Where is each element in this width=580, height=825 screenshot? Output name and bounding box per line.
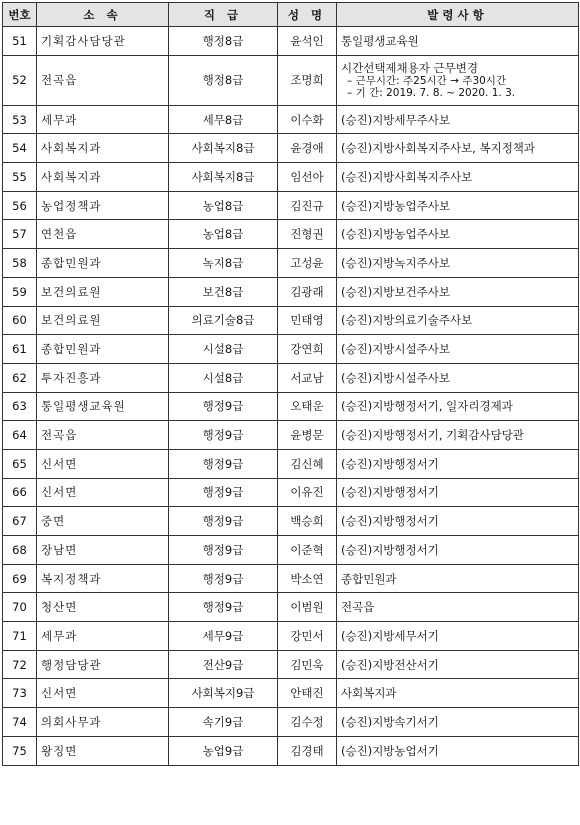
row-dept <box>37 536 169 565</box>
table-row <box>3 220 579 249</box>
row-dept-text: 종합민원과 <box>41 342 102 357</box>
row-notice: 종합민원과 <box>337 564 579 593</box>
row-dept-text: 세무과 <box>41 112 78 127</box>
row-num: 61 <box>3 335 37 364</box>
row-dept <box>37 622 169 651</box>
row-dept <box>37 163 169 192</box>
row-grade: 세무8급 <box>169 105 278 134</box>
row-grade: 전산9급 <box>169 650 278 679</box>
row-name: 오태운 <box>278 392 337 421</box>
row-num: 64 <box>3 421 37 450</box>
row-dept-text: 보건의료원 <box>41 284 102 299</box>
row-name: 강민서 <box>278 622 337 651</box>
row-grade: 세무9급 <box>169 622 278 651</box>
row-grade: 행정9급 <box>169 392 278 421</box>
row-num: 52 <box>3 55 37 105</box>
row-dept <box>37 392 169 421</box>
row-grade: 행정9급 <box>169 421 278 450</box>
row-num: 53 <box>3 105 37 134</box>
row-dept-text: 종합민원과 <box>41 255 102 270</box>
row-num: 60 <box>3 306 37 335</box>
row-name: 민태영 <box>278 306 337 335</box>
row-grade: 농업8급 <box>169 220 278 249</box>
table-row <box>3 55 579 105</box>
row-dept <box>37 27 169 56</box>
row-notice: (승진)지방전산서기 <box>337 650 579 679</box>
row-notice: (승진)지방행정서기 <box>337 478 579 507</box>
row-grade: 속기9급 <box>169 708 278 737</box>
row-notice: 통일평생교육원 <box>337 27 579 56</box>
row-num: 70 <box>3 593 37 622</box>
row-num: 69 <box>3 564 37 593</box>
table-row <box>3 191 579 220</box>
header-notice: 발령사항 <box>337 3 579 27</box>
row-dept-text: 행정담당관 <box>41 657 102 672</box>
row-dept-text: 장남면 <box>41 542 78 557</box>
table-row <box>3 564 579 593</box>
row-name: 백승희 <box>278 507 337 536</box>
row-notice: (승진)지방보건주사보 <box>337 277 579 306</box>
row-grade: 사회복지8급 <box>169 134 278 163</box>
row-notice: (승진)지방시설주사보 <box>337 363 579 392</box>
row-dept <box>37 249 169 278</box>
row-num: 55 <box>3 163 37 192</box>
row-name: 이유진 <box>278 478 337 507</box>
row-notice: (승진)지방속기서기 <box>337 708 579 737</box>
row-dept <box>37 191 169 220</box>
row-num: 56 <box>3 191 37 220</box>
table-row <box>3 277 579 306</box>
row-notice: (승진)지방녹지주사보 <box>337 249 579 278</box>
row-dept-text: 신서면 <box>41 485 78 500</box>
row-grade: 의료기술8급 <box>169 306 278 335</box>
row-dept-text: 기획감사담당관 <box>41 33 126 48</box>
table-row <box>3 363 579 392</box>
row-notice: (승진)지방시설주사보 <box>337 335 579 364</box>
row-grade: 녹지8급 <box>169 249 278 278</box>
row-dept-text: 복지정책과 <box>41 571 102 586</box>
row-num: 59 <box>3 277 37 306</box>
row-grade: 사회복지9급 <box>169 679 278 708</box>
table-row <box>3 306 579 335</box>
row-grade: 행정9급 <box>169 449 278 478</box>
row-dept-text: 전곡읍 <box>41 428 78 443</box>
row-name: 김광래 <box>278 277 337 306</box>
row-grade: 행정9급 <box>169 478 278 507</box>
notice-main: 시간선택제채용자 근무변경 <box>341 61 478 76</box>
row-name: 윤경애 <box>278 134 337 163</box>
row-notice: (승진)지방사회복지주사보, 복지정책과 <box>337 134 579 163</box>
row-dept <box>37 220 169 249</box>
row-notice: (승진)지방세무서기 <box>337 622 579 651</box>
row-name: 윤병문 <box>278 421 337 450</box>
row-notice: (승진)지방행정서기 <box>337 536 579 565</box>
row-notice: (승진)지방행정서기 <box>337 449 579 478</box>
table-row <box>3 449 579 478</box>
row-name: 안태진 <box>278 679 337 708</box>
row-dept <box>37 507 169 536</box>
row-num: 58 <box>3 249 37 278</box>
row-dept <box>37 134 169 163</box>
row-name: 박소연 <box>278 564 337 593</box>
notice-detail-hours: – 근무시간: 주25시간 → 주30시간 <box>347 75 507 88</box>
row-grade: 시설8급 <box>169 363 278 392</box>
header-name: 성 명 <box>278 3 337 27</box>
row-grade: 행정9급 <box>169 536 278 565</box>
row-name: 김민욱 <box>278 650 337 679</box>
row-dept-text: 연천읍 <box>41 227 78 242</box>
table-header-row <box>3 3 579 27</box>
row-num: 63 <box>3 392 37 421</box>
row-notice: (승진)지방세무주사보 <box>337 105 579 134</box>
row-grade: 행정9급 <box>169 507 278 536</box>
row-name: 임선아 <box>278 163 337 192</box>
row-grade: 농업8급 <box>169 191 278 220</box>
row-dept-text: 중면 <box>41 514 66 529</box>
row-num: 51 <box>3 27 37 56</box>
row-dept-text: 농업정책과 <box>41 198 102 213</box>
row-dept <box>37 55 169 105</box>
row-dept <box>37 679 169 708</box>
row-grade: 행정9급 <box>169 564 278 593</box>
row-num: 65 <box>3 449 37 478</box>
row-dept <box>37 708 169 737</box>
row-name: 고성윤 <box>278 249 337 278</box>
row-dept <box>37 736 169 765</box>
row-grade: 행정8급 <box>169 27 278 56</box>
header-dept: 소 속 <box>37 3 169 27</box>
row-num: 57 <box>3 220 37 249</box>
personnel-table-container <box>2 2 578 766</box>
row-dept <box>37 363 169 392</box>
row-num: 67 <box>3 507 37 536</box>
row-num: 62 <box>3 363 37 392</box>
row-num: 75 <box>3 736 37 765</box>
row-notice: (승진)지방의료기술주사보 <box>337 306 579 335</box>
row-name: 김신혜 <box>278 449 337 478</box>
table-row <box>3 335 579 364</box>
row-num: 72 <box>3 650 37 679</box>
row-name: 조명희 <box>278 55 337 105</box>
row-notice: (승진)지방행정서기, 일자리경제과 <box>337 392 579 421</box>
table-row <box>3 679 579 708</box>
row-grade: 시설8급 <box>169 335 278 364</box>
row-dept-text: 사회복지과 <box>41 169 102 184</box>
table-row <box>3 593 579 622</box>
table-row <box>3 163 579 192</box>
row-dept <box>37 105 169 134</box>
row-dept-text: 전곡읍 <box>41 73 78 88</box>
row-dept <box>37 593 169 622</box>
header-num: 번호 <box>3 3 37 27</box>
row-dept <box>37 335 169 364</box>
row-dept-text: 보건의료원 <box>41 313 102 328</box>
row-name: 김진규 <box>278 191 337 220</box>
row-dept-text: 의회사무과 <box>41 714 102 729</box>
row-dept <box>37 421 169 450</box>
row-num: 74 <box>3 708 37 737</box>
row-notice: (승진)지방농업주사보 <box>337 191 579 220</box>
row-notice: (승진)지방농업서기 <box>337 736 579 765</box>
row-notice: (승진)지방행정서기 <box>337 507 579 536</box>
row-dept-text: 투자진흥과 <box>41 370 102 385</box>
row-dept-text: 세무과 <box>41 628 78 643</box>
row-num: 68 <box>3 536 37 565</box>
row-name: 김경태 <box>278 736 337 765</box>
row-dept <box>37 277 169 306</box>
row-notice: 전곡읍 <box>337 593 579 622</box>
table-row <box>3 650 579 679</box>
row-notice: (승진)지방농업주사보 <box>337 220 579 249</box>
row-notice: (승진)지방행정서기, 기획감사담당관 <box>337 421 579 450</box>
notice-detail-period: – 기 간: 2019. 7. 8. ~ 2020. 1. 3. <box>347 87 516 100</box>
row-dept-text: 청산면 <box>41 600 78 615</box>
table-body <box>3 27 579 766</box>
table-row <box>3 708 579 737</box>
row-name: 강연희 <box>278 335 337 364</box>
row-grade: 행정9급 <box>169 593 278 622</box>
row-dept <box>37 478 169 507</box>
row-name: 이범원 <box>278 593 337 622</box>
table-row <box>3 507 579 536</box>
row-dept-text: 왕징면 <box>41 743 78 758</box>
personnel-appointment-table <box>2 2 579 766</box>
row-grade: 행정8급 <box>169 55 278 105</box>
table-row <box>3 478 579 507</box>
table-row <box>3 622 579 651</box>
row-dept-text: 신서면 <box>41 686 78 701</box>
table-row <box>3 536 579 565</box>
table-row <box>3 105 579 134</box>
row-num: 71 <box>3 622 37 651</box>
row-dept-text: 사회복지과 <box>41 141 102 156</box>
row-dept <box>37 449 169 478</box>
table-row <box>3 134 579 163</box>
row-name: 윤석인 <box>278 27 337 56</box>
row-name: 이준혁 <box>278 536 337 565</box>
table-row <box>3 27 579 56</box>
row-name: 이수화 <box>278 105 337 134</box>
table-row <box>3 736 579 765</box>
row-grade: 보건8급 <box>169 277 278 306</box>
table-row <box>3 392 579 421</box>
row-name: 서교남 <box>278 363 337 392</box>
row-num: 54 <box>3 134 37 163</box>
row-notice: 사회복지과 <box>337 679 579 708</box>
row-grade: 농업9급 <box>169 736 278 765</box>
table-row <box>3 249 579 278</box>
row-dept-text: 통일평생교육원 <box>41 399 126 414</box>
row-dept-text: 신서면 <box>41 456 78 471</box>
row-name: 진형권 <box>278 220 337 249</box>
row-notice: (승진)지방사회복지주사보 <box>337 163 579 192</box>
row-name: 김수정 <box>278 708 337 737</box>
row-num: 66 <box>3 478 37 507</box>
row-dept <box>37 306 169 335</box>
row-num: 73 <box>3 679 37 708</box>
row-dept <box>37 564 169 593</box>
row-notice <box>337 55 579 105</box>
header-grade: 직 급 <box>169 3 278 27</box>
row-dept <box>37 650 169 679</box>
table-row <box>3 421 579 450</box>
row-grade: 사회복지8급 <box>169 163 278 192</box>
